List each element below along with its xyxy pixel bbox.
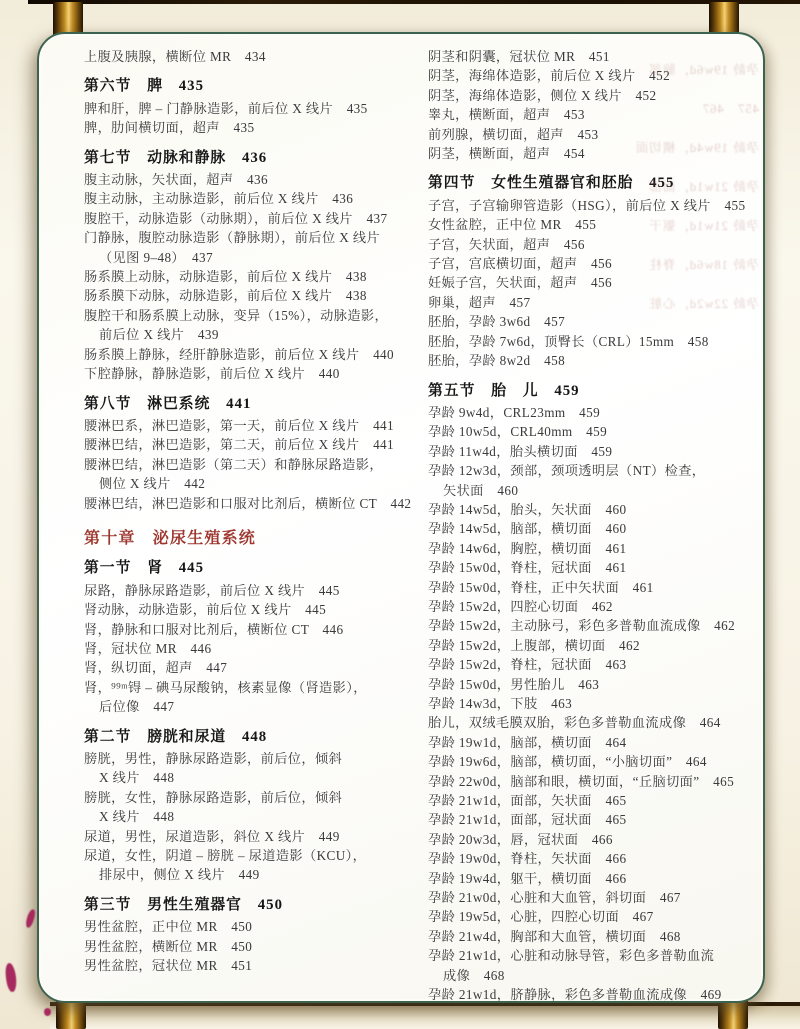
toc-entry: 孕龄 15w2d，主动脉弓，彩色多普勒血流成像 462 [428, 618, 736, 634]
bleed-through-line: 孕龄 19w4d，横切面 [634, 141, 759, 155]
toc-entry: 孕龄 21w1d，面部，矢状面 465 [428, 793, 627, 809]
toc-entry-continuation: 侧位 X 线片 442 [99, 476, 206, 492]
section-heading: 第二节 膀胱和尿道 448 [84, 728, 268, 745]
toc-entry: 肾，纵切面，超声 447 [84, 660, 228, 676]
toc-entry: 孕龄 15w2d，脊柱，冠状面 463 [428, 657, 627, 673]
toc-entry-continuation: X 线片 448 [99, 809, 175, 825]
toc-entry-continuation: 前后位 X 线片 439 [99, 327, 219, 343]
toc-entry: 子宫，子宫输卵管造影（HSG），前后位 X 线片 455 [428, 197, 746, 213]
toc-entry: 门静脉，腹腔动脉造影（静脉期），前后位 X 线片 [84, 230, 381, 246]
toc-entry: 肠系膜上静脉，经肝静脉造影，前后位 X 线片 440 [84, 346, 395, 362]
toc-entry: 孕龄 19w1d，脑部，横切面 464 [428, 734, 627, 750]
toc-entry: 子宫，宫底横切面，超声 456 [428, 256, 613, 272]
toc-entry: 孕龄 20w3d，唇，冠状面 466 [428, 831, 613, 847]
ink-mark [5, 963, 18, 993]
toc-entry: 孕龄 15w0d，男性胎儿 463 [428, 676, 600, 692]
book-page [37, 32, 765, 1003]
toc-entry: 肠系膜上动脉，动脉造影，前后位 X 线片 438 [84, 269, 367, 285]
toc-entry-continuation: 矢状面 460 [443, 482, 519, 498]
toc-entry: 胎儿，双绒毛膜双胎，彩色多普勒血流成像 464 [428, 715, 721, 731]
toc-entry-continuation: X 线片 448 [99, 770, 175, 786]
toc-entry: 腹腔干和肠系膜上动脉，变异（15%），动脉造影， [84, 307, 389, 323]
toc-entry: 孕龄 21w1d，心脏和动脉导管，彩色多普勒血流 [428, 948, 715, 964]
bleed-through-line: 孕龄 22w2d，心脏 [648, 297, 759, 311]
toc-entry-continuation: （见图 9–48） 437 [99, 249, 213, 265]
toc-columns [39, 34, 763, 1005]
toc-entry: 腹主动脉，矢状面，超声 436 [84, 172, 269, 188]
toc-entry: 孕龄 19w4d，躯干，横切面 466 [428, 870, 627, 886]
bleed-through-line: 孕龄 19w6d，脑部 [648, 63, 759, 77]
toc-entry: 子宫，矢状面，超声 456 [428, 236, 585, 252]
toc-entry: 膀胱，男性，静脉尿路造影，前后位，倾斜 [84, 751, 343, 766]
toc-entry: 孕龄 19w6d，脑部，横切面，“小脑切面” 464 [428, 754, 707, 770]
ink-mark [25, 908, 36, 928]
toc-entry-continuation: 后位像 447 [99, 699, 175, 715]
toc-entry: 胚胎，孕龄 3w6d 457 [428, 314, 566, 330]
toc-entry: 阴茎，海绵体造影，侧位 X 线片 452 [428, 87, 657, 103]
toc-entry: 孕龄 22w0d，脑部和眼，横切面，“丘脑切面” 465 [428, 773, 735, 789]
toc-entry: 孕龄 12w3d，颈部，颈项透明层（NT）检查， [428, 463, 706, 479]
section-heading: 第四节 女性生殖器官和胚胎 455 [428, 175, 675, 192]
toc-entry: 腹腔干，动脉造影（动脉期），前后位 X 线片 437 [84, 210, 388, 226]
toc-entry: 腹主动脉，主动脉造影，前后位 X 线片 436 [84, 191, 354, 207]
toc-entry: 孕龄 9w4d，CRL23mm 459 [428, 404, 601, 420]
section-heading: 第一节 肾 445 [84, 560, 204, 577]
toc-entry: 阴茎，海绵体造影，前后位 X 线片 452 [428, 68, 671, 84]
toc-entry: 尿路，静脉尿路造影，前后位 X 线片 445 [84, 582, 340, 598]
toc-column-left [84, 47, 420, 1005]
section-heading: 第八节 淋巴系统 441 [84, 395, 252, 412]
toc-entry: 上腹及胰腺，横断位 MR 434 [84, 49, 266, 64]
toc-entry: 腰淋巴结，淋巴造影（第二天）和静脉尿路造影， [84, 456, 383, 472]
toc-entry: 尿道，女性，阴道 – 膀胱 – 尿道造影（KCU）， [84, 848, 367, 864]
toc-entry: 孕龄 15w2d，四腔心切面 462 [428, 598, 613, 614]
section-heading: 第五节 胎 儿 459 [428, 382, 580, 399]
toc-entry: 膀胱，女性，静脉尿路造影，前后位，倾斜 [84, 789, 343, 805]
toc-entry: 腰淋巴结，淋巴造影和口服对比剂后，横断位 CT 442 [84, 495, 412, 511]
section-heading: 第六节 脾 435 [84, 78, 204, 95]
toc-entry: 男性盆腔，横断位 MR 450 [84, 938, 253, 954]
toc-entry: 孕龄 21w1d，脐静脉，彩色多普勒血流成像 469 [428, 987, 722, 1003]
toc-entry: 孕龄 19w0d，脊柱，矢状面 466 [428, 851, 627, 867]
toc-entry: 孕龄 14w3d，下肢 463 [428, 696, 573, 711]
toc-entry: 孕龄 11w4d，胎头横切面 459 [428, 443, 613, 459]
toc-entry-continuation: 排尿中，侧位 X 线片 449 [99, 867, 260, 883]
toc-entry: 阴茎和阴囊，冠状位 MR 451 [428, 49, 610, 64]
toc-entry: 孕龄 19w5d，心脏，四腔心切面 467 [428, 909, 654, 925]
toc-entry: 脾和肝，脾 – 门静脉造影，前后位 X 线片 435 [84, 100, 368, 116]
toc-entry: 孕龄 14w6d，胸腔，横切面 461 [428, 540, 627, 556]
toc-entry: 睾丸，横断面，超声 453 [428, 107, 585, 123]
toc-entry: 肾动脉，动脉造影，前后位 X 线片 445 [84, 602, 327, 618]
toc-entry: 孕龄 14w5d，脑部，横切面 460 [428, 521, 627, 537]
toc-entry: 孕龄 21w1d，面部，冠状面 465 [428, 812, 627, 828]
toc-entry: 孕龄 15w0d，脊柱，冠状面 461 [428, 560, 627, 576]
toc-entry: 妊娠子宫，矢状面，超声 456 [428, 275, 613, 291]
bleed-through-line: 孕龄 21w1d，躯干 [648, 219, 759, 233]
stand-top-bar [28, 0, 800, 4]
bleed-through-line: 孕龄 21w1d，面部 [648, 180, 759, 194]
section-heading: 第七节 动脉和静脉 436 [84, 149, 268, 166]
toc-entry: 孕龄 21w0d，心脏和大血管，斜切面 467 [428, 890, 681, 906]
toc-entry: 孕龄 15w0d，脊柱，正中矢状面 461 [428, 579, 654, 595]
chapter-heading: 第十章 泌尿生殖系统 [84, 529, 257, 547]
toc-entry: 肾，静脉和口服对比剂后，横断位 CT 446 [84, 621, 344, 637]
toc-entry: 孕龄 10w5d，CRL40mm 459 [428, 424, 608, 440]
toc-entry: 卵巢，超声 457 [428, 294, 531, 310]
toc-entry: 肾，冠状位 MR 446 [84, 640, 212, 656]
bleed-through-line: 457 467 [701, 102, 759, 116]
toc-entry: 孕龄 14w5d，胎头，矢状面 460 [428, 501, 627, 517]
toc-entry: 肾，⁹⁹ᵐ锝 – 碘马尿酸钠，核素显像（肾造影）， [84, 679, 367, 695]
toc-entry: 男性盆腔，正中位 MR 450 [84, 919, 253, 935]
toc-entry: 腰淋巴结，淋巴造影，第二天，前后位 X 线片 441 [84, 437, 395, 453]
section-heading: 第三节 男性生殖器官 450 [84, 896, 283, 913]
ink-mark [44, 1008, 51, 1016]
toc-entry-continuation: 成像 468 [443, 967, 505, 983]
toc-entry: 孕龄 15w2d，上腹部，横切面 462 [428, 637, 641, 653]
toc-entry: 阴茎，横断面，超声 454 [428, 146, 585, 162]
toc-entry: 尿道，男性，尿道造影，斜位 X 线片 449 [84, 828, 340, 844]
toc-entry: 腰淋巴系，淋巴造影，第一天，前后位 X 线片 441 [84, 417, 395, 433]
toc-entry: 前列腺，横切面，超声 453 [428, 126, 599, 142]
toc-column-right [428, 47, 754, 1005]
bleed-through-line: 孕龄 18w6d，脊柱 [648, 258, 759, 272]
toc-entry: 肠系膜下动脉，动脉造影，前后位 X 线片 438 [84, 288, 367, 304]
toc-entry: 男性盆腔，冠状位 MR 451 [84, 958, 253, 974]
toc-entry: 下腔静脉，静脉造影，前后位 X 线片 440 [84, 366, 340, 382]
toc-entry: 女性盆腔，正中位 MR 455 [428, 217, 597, 233]
stand-bottom-shelf [50, 1006, 800, 1029]
toc-entry: 脾，肋间横切面，超声 435 [84, 120, 255, 136]
toc-entry: 胚胎，孕龄 8w2d 458 [428, 353, 566, 369]
toc-entry: 孕龄 21w4d，胸部和大血管，横切面 468 [428, 928, 681, 944]
toc-entry: 胚胎，孕龄 7w6d，顶臀长（CRL）15mm 458 [428, 333, 709, 349]
